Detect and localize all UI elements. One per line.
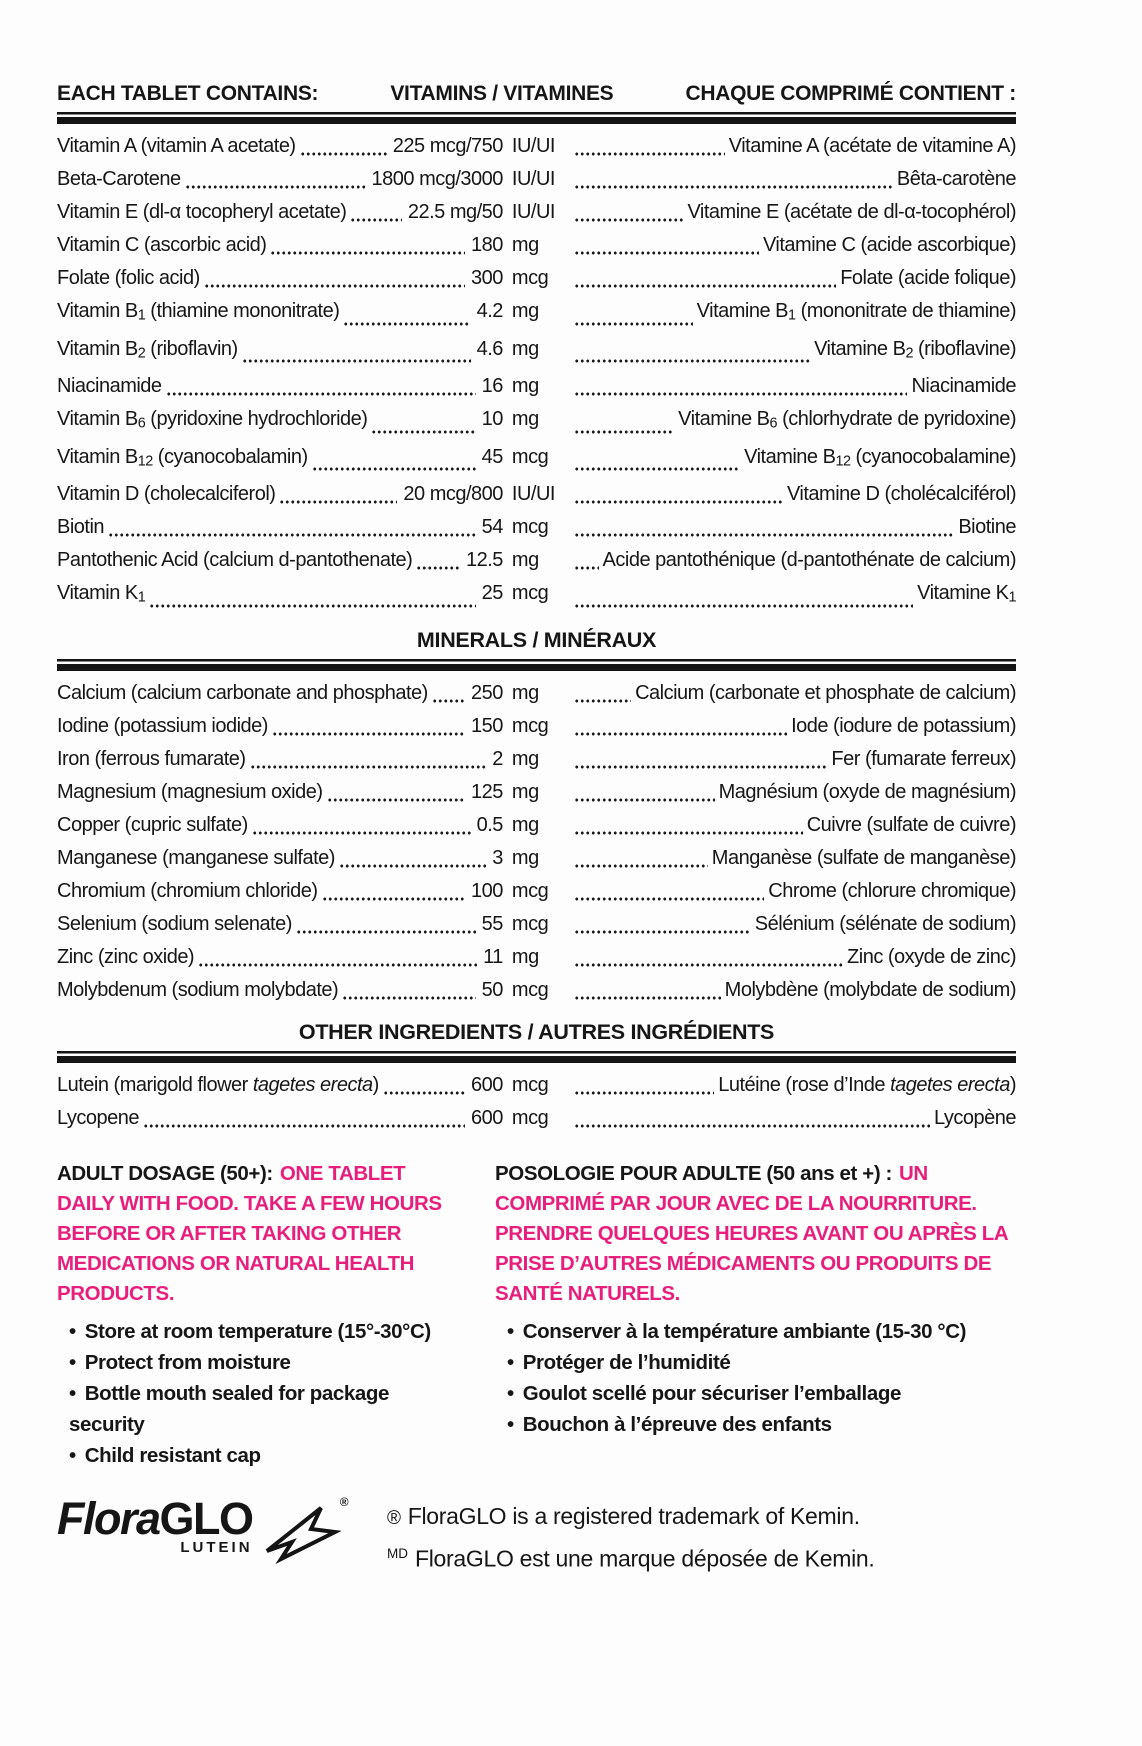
- ingredient-row-right: [503, 743, 1016, 776]
- ingredient-row-right: [503, 333, 1016, 371]
- ingredient-row-left: [57, 130, 503, 163]
- dot-leader: [574, 152, 725, 156]
- ingredient-name-fr: Cuivre (sulfate de cuivre): [806, 813, 1016, 836]
- ingredient-unit: IU/UI: [511, 483, 555, 506]
- logo-glo-text: GLO: [159, 1492, 253, 1544]
- ingredient-name-fr: Zinc (oxyde de zinc): [847, 945, 1016, 968]
- registered-mark-icon: ®: [339, 1494, 349, 1509]
- ingredient-row-left: [57, 941, 503, 974]
- ingredient-amount: 50: [481, 978, 503, 1001]
- ingredient-row: [57, 974, 1016, 1007]
- ingredient-name-fr: Vitamine B2 (riboflavine): [814, 337, 1016, 362]
- ingredient-name-en: Manganese (manganese sulfate): [57, 846, 335, 869]
- ingredient-name-en: Pantothenic Acid (calcium d-pantothenate): [57, 549, 413, 572]
- dot-leader: [574, 831, 803, 835]
- dot-leader: [574, 732, 787, 736]
- ingredient-amount: 20 mcg/800: [403, 483, 503, 506]
- ingredient-row: [57, 229, 1016, 262]
- ingredient-row-right: [503, 776, 1016, 809]
- ingredient-row-right: [503, 262, 1016, 295]
- dot-leader: [574, 699, 631, 703]
- dot-leader: [204, 284, 465, 288]
- ingredient-row: [57, 196, 1016, 229]
- ingredient-row-right: [503, 941, 1016, 974]
- ingredient-name-en: Copper (cupric sulfate): [57, 813, 248, 836]
- ingredient-unit: mg: [511, 681, 539, 704]
- ingredient-unit: mg: [511, 813, 539, 836]
- ingredient-row-left: [57, 196, 503, 229]
- ingredient-name-en: Folate (folic acid): [57, 267, 200, 289]
- ingredient-name-fr: Folate (acide folique): [840, 267, 1016, 289]
- md-symbol: MD: [387, 1545, 408, 1561]
- dot-leader: [574, 1091, 714, 1095]
- ingredient-name-en: Iodine (potassium iodide): [57, 714, 268, 737]
- ingredient-unit: mg: [511, 375, 539, 398]
- minerals-table: [57, 673, 1016, 1007]
- ingredient-name-fr: Fer (fumarate ferreux): [831, 747, 1016, 770]
- divider-rule: [57, 659, 1016, 671]
- ingredient-row-right: [503, 577, 1016, 615]
- ingredient-name-en: Calcium (calcium carbonate and phosphate): [57, 681, 428, 704]
- ingredient-row: [57, 163, 1016, 196]
- ingredient-unit: mcg: [511, 516, 549, 539]
- ingredient-row-right: [503, 163, 1016, 196]
- storage-instruction-item: • Goulot scellé pour sécuriser l’emballage: [495, 1378, 1016, 1409]
- dot-leader: [300, 152, 387, 156]
- ingredient-row-right: [503, 677, 1016, 710]
- adult-dosage-en-text: ONE TABLET DAILY WITH FOOD. TAKE A FEW HOURS BEFORE OR AFTER TAKING OTHER MEDICATIONS OR NATURAL HEALTH PRODUCTS.: [57, 1161, 442, 1305]
- ingredient-row-right: [503, 809, 1016, 842]
- dot-leader: [574, 864, 708, 868]
- ingredient-name-fr: Magnésium (oxyde de magnésium): [718, 780, 1016, 803]
- ingredient-name-fr: Iode (iodure de potassium): [791, 714, 1016, 737]
- dot-leader: [270, 251, 465, 255]
- ingredient-row-right: [503, 842, 1016, 875]
- storage-instruction-item: • Store at room temperature (15°-30°C): [57, 1316, 465, 1347]
- ingredient-amount: 54: [481, 516, 503, 539]
- ingredient-row-left: [57, 842, 503, 875]
- ingredient-name-fr: Lutéine (rose d’Inde tagetes erecta): [718, 1073, 1016, 1096]
- ingredient-name-en: Niacinamide: [57, 375, 162, 398]
- ingredient-amount: 12.5: [465, 549, 503, 572]
- ingredient-row: [57, 809, 1016, 842]
- ingredient-row: [57, 908, 1016, 941]
- ingredient-row: [57, 710, 1016, 743]
- ingredient-unit: mg: [511, 300, 539, 322]
- ingredient-unit: mcg: [511, 978, 549, 1001]
- storage-instruction-item: • Bottle mouth sealed for package security: [57, 1378, 465, 1440]
- dot-leader: [574, 765, 827, 769]
- ingredient-row: [57, 577, 1016, 615]
- ingredient-row-left: [57, 403, 503, 441]
- ingredient-row-left: [57, 229, 503, 262]
- ingredient-name-fr: Vitamine E (acétate de dl-α-tocophérol): [687, 201, 1016, 223]
- ingredient-name-fr: Sélénium (sélénate de sodium): [754, 912, 1016, 935]
- dot-leader: [574, 500, 783, 504]
- dot-leader: [327, 798, 466, 802]
- ingredient-name-fr: Bêta-carotène: [896, 168, 1016, 190]
- ingredient-row-left: [57, 974, 503, 1007]
- ingredient-row: [57, 941, 1016, 974]
- ingredient-unit: mg: [511, 337, 539, 360]
- ingredient-row-left: [57, 295, 503, 333]
- logo-flora-text: Flora: [57, 1492, 160, 1544]
- ingredient-name-en: Vitamin B12 (cyanocobalamin): [57, 445, 308, 470]
- ingredient-unit: mcg: [511, 879, 549, 902]
- ingredient-amount: 11: [483, 945, 503, 968]
- dot-leader: [185, 185, 366, 189]
- divider-rule: [57, 1051, 1016, 1063]
- ingredient-amount: 150: [471, 714, 503, 737]
- dot-leader: [371, 430, 475, 434]
- ingredient-name-en: Zinc (zinc oxide): [57, 945, 195, 968]
- dosage-section: [57, 1159, 1016, 1471]
- ingredient-name-fr: Vitamine D (cholécalciférol): [786, 483, 1016, 506]
- ingredient-unit: mg: [511, 780, 539, 803]
- dot-leader: [432, 699, 465, 703]
- ingredient-row-left: [57, 262, 503, 295]
- ingredient-name-en: Molybdenum (sodium molybdate): [57, 978, 339, 1001]
- logo-lutein-text: LUTEIN: [180, 1538, 253, 1556]
- ingredient-unit: mg: [511, 945, 539, 968]
- ingredient-amount: 300: [471, 267, 503, 289]
- trademark-line-fr: [387, 1536, 874, 1577]
- ingredient-row: [57, 130, 1016, 163]
- dot-leader: [574, 996, 721, 1000]
- divider-rule: [57, 112, 1016, 124]
- dot-leader: [343, 322, 470, 326]
- adult-dosage-fr-label: POSOLOGIE POUR ADULTE (50 ans et +) :: [495, 1161, 892, 1185]
- ingredient-amount: 25: [481, 582, 503, 605]
- storage-instruction-item: • Conserver à la température ambiante (15-30 °C): [495, 1316, 1016, 1347]
- ingredient-row-left: [57, 511, 503, 544]
- adult-dosage-en: [57, 1159, 465, 1309]
- ingredient-unit: IU/UI: [511, 135, 555, 157]
- storage-instruction-item: • Protect from moisture: [57, 1347, 465, 1378]
- ingredient-name-fr: Lycopène: [934, 1106, 1016, 1129]
- dot-leader: [250, 765, 487, 769]
- ingredient-name-fr: Manganèse (sulfate de manganèse): [711, 846, 1016, 869]
- floraglo-wordmark: [57, 1493, 253, 1544]
- dot-leader: [108, 533, 476, 537]
- ingredient-name-en: Lycopene: [57, 1106, 139, 1129]
- ingredient-amount: 3: [492, 846, 503, 869]
- ingredient-row-right: [503, 511, 1016, 544]
- ingredient-row-right: [503, 1069, 1016, 1102]
- ingredient-unit: mcg: [511, 267, 549, 289]
- ingredient-unit: IU/UI: [511, 168, 555, 190]
- dot-leader: [574, 322, 693, 326]
- dot-leader: [574, 798, 715, 802]
- ingredient-row-left: [57, 908, 503, 941]
- ingredient-amount: 55: [481, 912, 503, 935]
- ingredient-row-right: [503, 130, 1016, 163]
- dot-leader: [322, 897, 466, 901]
- dot-leader: [574, 1124, 930, 1128]
- ingredient-row: [57, 511, 1016, 544]
- ingredient-row-left: [57, 710, 503, 743]
- ingredient-unit: mcg: [511, 445, 549, 468]
- ingredient-row-left: [57, 875, 503, 908]
- ingredient-name-en: Biotin: [57, 516, 105, 539]
- ingredient-row: [57, 544, 1016, 577]
- dot-leader: [574, 604, 913, 608]
- ingredient-name-fr: Vitamine B12 (cyanocobalamine): [744, 445, 1016, 470]
- dot-leader: [574, 566, 599, 570]
- storage-instruction-item: • Child resistant cap: [57, 1440, 465, 1471]
- adult-dosage-en-label: ADULT DOSAGE (50+):: [57, 1161, 273, 1185]
- header-chaque-comprime: CHAQUE COMPRIMÉ CONTIENT :: [685, 82, 1016, 105]
- ingredient-row-right: [503, 403, 1016, 441]
- ingredient-row-right: [503, 196, 1016, 229]
- ingredient-name-fr: Calcium (carbonate et phosphate de calcium): [635, 681, 1016, 704]
- ingredient-unit: mcg: [511, 714, 549, 737]
- ingredient-name-en: Lutein (marigold flower tagetes erecta): [57, 1073, 379, 1096]
- ingredient-name-fr: Acide pantothénique (d-pantothénate de calcium): [602, 549, 1016, 572]
- dot-leader: [574, 284, 836, 288]
- dot-leader: [574, 467, 740, 471]
- ingredient-row-left: [57, 1102, 503, 1135]
- ingredient-row: [57, 441, 1016, 479]
- ingredient-name-en: Vitamin B1 (thiamine mononitrate): [57, 300, 340, 324]
- ingredient-amount: 4.2: [476, 300, 503, 322]
- table-header: [57, 82, 1016, 106]
- ingredient-amount: 22.5 mg/50: [407, 201, 503, 223]
- other-ingredients-section-title: OTHER INGREDIENTS / AUTRES INGRÉDIENTS: [298, 1019, 775, 1044]
- ingredient-amount: 250: [471, 681, 503, 704]
- ingredient-row-right: [503, 544, 1016, 577]
- dot-leader: [574, 359, 810, 363]
- ingredient-name-fr: Vitamine C (acide ascorbique): [762, 234, 1016, 256]
- dot-leader: [350, 218, 401, 222]
- ingredient-name-fr: Vitamine B1 (mononitrate de thiamine): [696, 300, 1016, 324]
- ingredient-name-en: Selenium (sodium selenate): [57, 912, 292, 935]
- dot-leader: [574, 533, 954, 537]
- ingredient-row-left: [57, 333, 503, 371]
- ingredient-amount: 4.6: [476, 337, 503, 360]
- ingredient-row-right: [503, 1102, 1016, 1135]
- ingredient-name-en: Vitamin D (cholecalciferol): [57, 483, 276, 506]
- ingredient-unit: mg: [511, 846, 539, 869]
- dot-leader: [574, 963, 843, 967]
- ingredient-unit: mcg: [511, 912, 549, 935]
- ingredient-row: [57, 478, 1016, 511]
- ingredient-row: [57, 1102, 1016, 1135]
- ingredient-amount: 16: [481, 375, 503, 398]
- dot-leader: [574, 185, 893, 189]
- ingredient-unit: mcg: [511, 1073, 549, 1096]
- ingredient-row: [57, 776, 1016, 809]
- other-ingredients-table: [57, 1065, 1016, 1135]
- ingredient-unit: mg: [511, 549, 539, 572]
- dot-leader: [383, 1091, 465, 1095]
- ingredient-row-left: [57, 163, 503, 196]
- trademark-footer: [57, 1492, 1016, 1577]
- ingredient-row-right: [503, 370, 1016, 403]
- dot-leader: [143, 1124, 465, 1128]
- dot-leader: [198, 963, 477, 967]
- trademark-text-fr: FloraGLO est une marque déposée de Kemin.: [415, 1545, 875, 1572]
- dot-leader: [416, 566, 460, 570]
- ingredient-name-en: Beta-Carotene: [57, 168, 181, 190]
- ingredient-amount: 100: [471, 879, 503, 902]
- storage-instruction-item: • Bouchon à l’épreuve des enfants: [495, 1409, 1016, 1440]
- ingredient-unit: mcg: [511, 582, 549, 605]
- dot-leader: [296, 930, 476, 934]
- ingredient-amount: 225 mcg/750: [392, 135, 503, 157]
- ingredient-row-left: [57, 677, 503, 710]
- ingredient-row-right: [503, 229, 1016, 262]
- trademark-line-en: [387, 1499, 874, 1536]
- ingredient-row: [57, 743, 1016, 776]
- ingredient-row: [57, 1069, 1016, 1102]
- trademark-lines: [387, 1499, 874, 1577]
- ingredient-amount: 45: [481, 445, 503, 468]
- ingredient-name-en: Vitamin C (ascorbic acid): [57, 234, 267, 256]
- ingredient-row: [57, 403, 1016, 441]
- ingredient-amount: 2: [492, 747, 503, 770]
- floraglo-logo: [57, 1492, 357, 1574]
- dot-leader: [574, 897, 764, 901]
- ingredient-amount: 600: [471, 1073, 503, 1096]
- dot-leader: [252, 831, 471, 835]
- dot-leader: [339, 864, 486, 868]
- dot-leader: [574, 392, 908, 396]
- adult-dosage-fr: [495, 1159, 1016, 1309]
- ingredient-name-en: Iron (ferrous fumarate): [57, 747, 246, 770]
- adult-dosage-fr-text: UN COMPRIMÉ PAR JOUR AVEC DE LA NOURRITURE. PRENDRE QUELQUES HEURES AVANT OU APRÈS LA PRISE D’AUTRES MÉDICAMENTS OU PRODUITS DE SANTÉ NATURELS.: [495, 1161, 1008, 1305]
- ingredient-row-right: [503, 974, 1016, 1007]
- ingredient-name-en: Vitamin K1: [57, 582, 146, 606]
- ingredient-row-left: [57, 441, 503, 479]
- dot-leader: [272, 732, 465, 736]
- ingredient-row: [57, 677, 1016, 710]
- ingredient-name-fr: Biotine: [958, 516, 1016, 539]
- ingredient-row-left: [57, 577, 503, 615]
- ingredient-amount: 125: [471, 780, 503, 803]
- ingredient-name-fr: Vitamine B6 (chlorhydrate de pyridoxine): [678, 408, 1016, 432]
- ingredient-name-en: Magnesium (magnesium oxide): [57, 780, 323, 803]
- ingredient-row-left: [57, 478, 503, 511]
- ingredient-row: [57, 875, 1016, 908]
- ingredient-row-left: [57, 776, 503, 809]
- floraglo-logo-text: [57, 1492, 253, 1556]
- ingredient-row-right: [503, 441, 1016, 479]
- ingredient-row: [57, 333, 1016, 371]
- ingredient-row-right: [503, 478, 1016, 511]
- ingredient-name-fr: Chrome (chlorure chromique): [768, 879, 1016, 902]
- ingredient-row: [57, 842, 1016, 875]
- ingredient-row-right: [503, 295, 1016, 333]
- ingredient-amount: 1800 mcg/3000: [371, 168, 503, 190]
- dot-leader: [149, 604, 475, 608]
- storage-bullets-en: [57, 1316, 465, 1471]
- dot-leader: [574, 430, 674, 434]
- minerals-section-title: MINERALS / MINÉRAUX: [416, 627, 657, 652]
- ingredient-name-en: Vitamin B2 (riboflavin): [57, 337, 238, 362]
- ingredient-name-fr: Molybdène (molybdate de sodium): [724, 978, 1016, 1001]
- ingredient-row-left: [57, 544, 503, 577]
- ingredient-unit: mcg: [511, 1106, 549, 1129]
- header-each-tablet: EACH TABLET CONTAINS:: [57, 82, 319, 105]
- dosage-column-english: [57, 1159, 465, 1471]
- ingredient-unit: IU/UI: [511, 201, 555, 223]
- dot-leader: [342, 996, 475, 1000]
- ingredient-name-fr: Niacinamide: [911, 375, 1016, 398]
- ingredient-unit: mg: [511, 408, 539, 431]
- dot-leader: [312, 467, 476, 471]
- ingredient-name-fr: Vitamine A (acétate de vitamine A): [728, 135, 1016, 157]
- ingredient-name-en: Vitamin A (vitamin A acetate): [57, 135, 296, 157]
- ingredient-row: [57, 370, 1016, 403]
- registered-symbol: ®: [387, 1507, 401, 1529]
- ingredient-row-left: [57, 1069, 503, 1102]
- ingredient-amount: 10: [481, 408, 503, 431]
- dot-leader: [574, 251, 759, 255]
- dot-leader: [166, 392, 476, 396]
- dot-leader: [242, 359, 471, 363]
- ingredient-amount: 600: [471, 1106, 503, 1129]
- dot-leader: [574, 930, 751, 934]
- ingredient-name-fr: Vitamine K1: [917, 582, 1016, 606]
- ingredient-name-en: Chromium (chromium chloride): [57, 879, 318, 902]
- ingredient-row-right: [503, 875, 1016, 908]
- ingredient-row-left: [57, 809, 503, 842]
- floraglo-arrow-icon: [259, 1494, 349, 1574]
- ingredient-row: [57, 295, 1016, 333]
- trademark-text-en: FloraGLO is a registered trademark of Kemin.: [407, 1502, 860, 1529]
- dot-leader: [279, 500, 397, 504]
- dosage-column-french: [495, 1159, 1016, 1471]
- ingredient-row-left: [57, 370, 503, 403]
- ingredient-unit: mg: [511, 747, 539, 770]
- ingredient-amount: 180: [471, 234, 503, 256]
- ingredient-row: [57, 262, 1016, 295]
- header-vitamins: VITAMINS / VITAMINES: [390, 82, 614, 105]
- storage-instruction-item: • Protéger de l’humidité: [495, 1347, 1016, 1378]
- ingredient-row-right: [503, 710, 1016, 743]
- ingredient-amount: 0.5: [476, 813, 503, 836]
- ingredient-row-left: [57, 743, 503, 776]
- ingredient-name-en: Vitamin B6 (pyridoxine hydrochloride): [57, 408, 368, 432]
- ingredient-unit: mg: [511, 234, 539, 256]
- vitamins-table: [57, 126, 1016, 615]
- dot-leader: [574, 218, 684, 222]
- ingredient-row-right: [503, 908, 1016, 941]
- storage-bullets-fr: [495, 1316, 1016, 1440]
- ingredient-name-en: Vitamin E (dl-α tocopheryl acetate): [57, 201, 347, 223]
